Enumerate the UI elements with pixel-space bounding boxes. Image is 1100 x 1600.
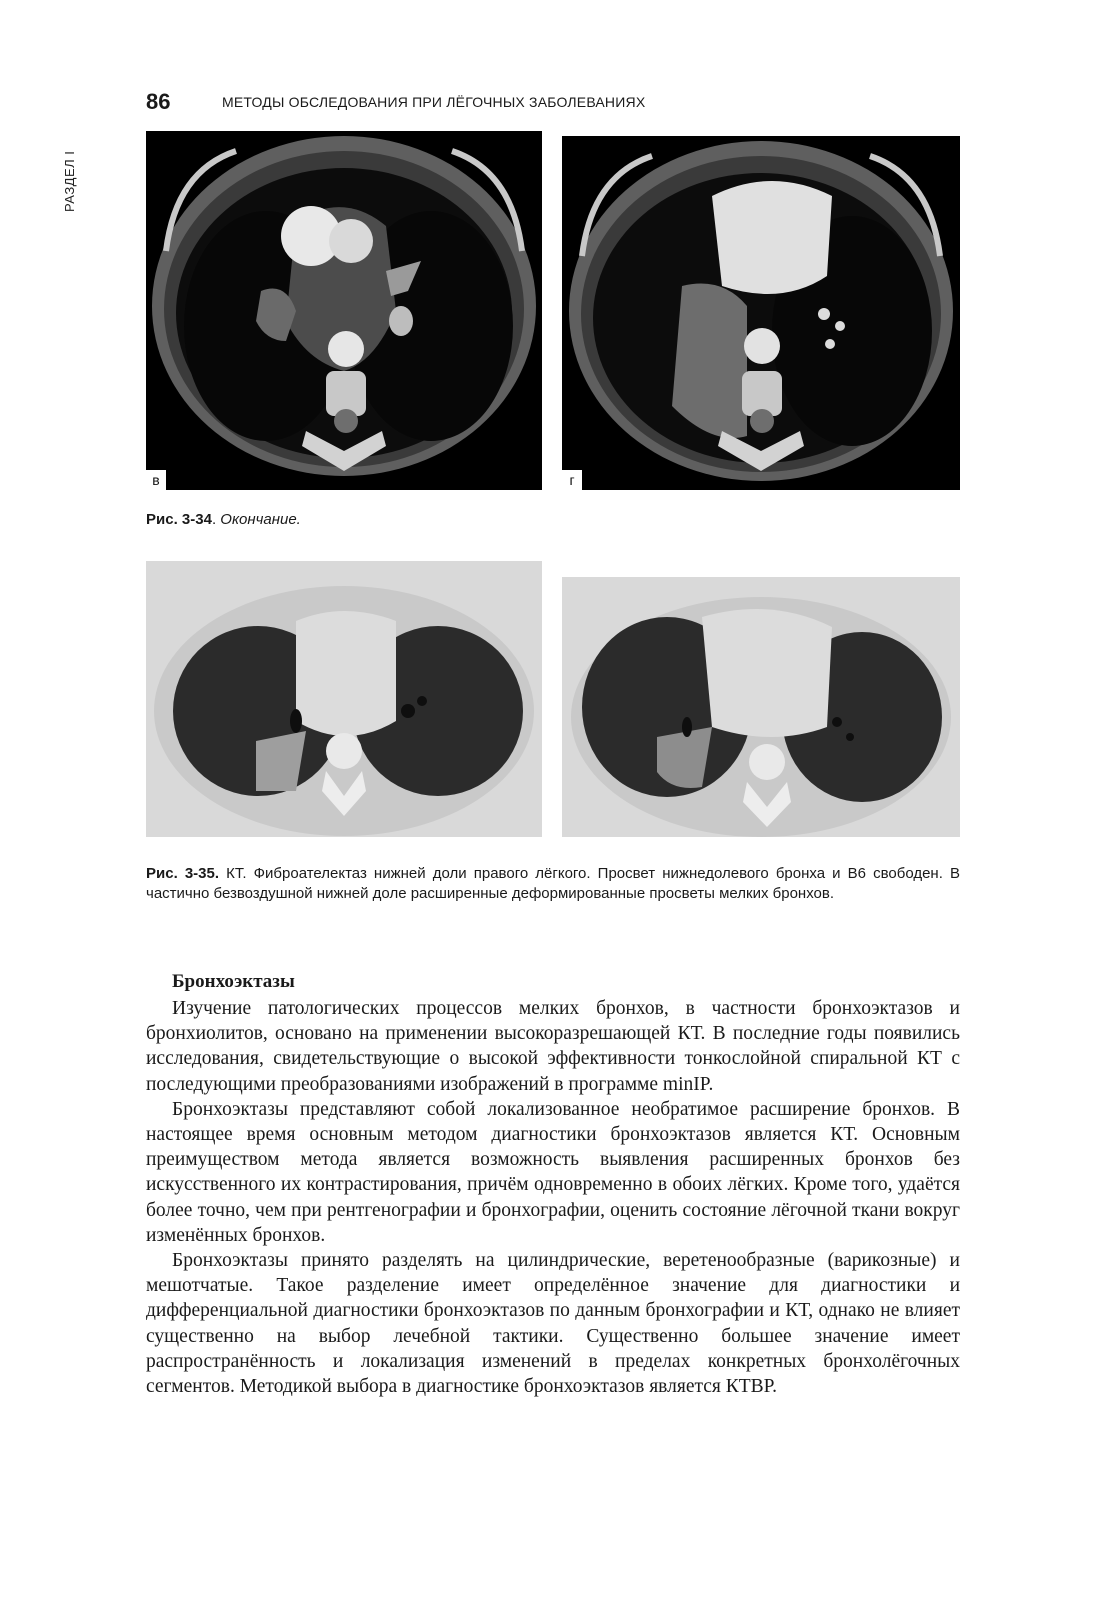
caption-label: Рис. 3-35.: [146, 865, 220, 882]
paragraph: Бронхоэктазы принято разделять на цилиндрические, веретенообразные (варикозные) и мешотчатые. Такое разделение имеет определённое значение для диагностики и дифференциальной диагностики бронхоэктазов по данным бронхографии и КТ, однако не влияет существенно на выбор лечебной тактики. Существенно большее значение имеет распространённость и локализация изменений в пределах конкретных бронхолёгочных сегментов. Методикой выбора в диагностике бронхоэктазов является КТВР.: [146, 1250, 960, 1398]
running-title: МЕТОДЫ ОБСЛЕДОВАНИЯ ПРИ ЛЁГОЧНЫХ ЗАБОЛЕВАНИЯХ: [222, 94, 646, 110]
paragraph: Изучение патологических процессов мелких бронхов, в частности бронхоэктазов и бронхиолитов, основано на применении высокоразрешающей КТ. В последние годы появились исследования, свидетельствующие о высокой эффективности тонкослойной спиральной КТ с последующими преобразованиями изображений в программе minIP.: [146, 998, 960, 1095]
body-text: [146, 996, 960, 1399]
caption-label: Рис. 3-34: [146, 511, 212, 528]
figure-3-35-caption: [146, 864, 960, 904]
section-side-label: РАЗДЕЛ I: [62, 150, 77, 212]
ct-image-lung-window-2: [562, 577, 960, 837]
panel-letter-v: в: [146, 470, 166, 490]
caption-text: КТ. Фиброателектаз нижней доли правого лёгкого. Просвет нижнедолевого бронха и В6 свободен. В частично безвоздушной нижней доле расширенные деформированные просветы мелких бронхов.: [146, 865, 960, 902]
paragraph: Бронхоэктазы представляют собой локализованное необратимое расширение бронхов. В настоящее время основным методом диагностики бронхоэктазов является КТ. Основным преимуществом метода является возможность выявления расширенных бронхов без искусственного их контрастирования, причём одновременно в обоих лёгких. Кроме того, удаётся более точно, чем при рентгенографии и бронхографии, оценить состояние лёгочной ткани вокруг изменённых бронхов.: [146, 1098, 960, 1246]
caption-text: Окончание.: [220, 511, 301, 528]
figure-3-34-caption: Рис. 3-34. Окончание.: [146, 511, 301, 528]
ct-image-mediastinal-v: [146, 131, 542, 490]
page-number: 86: [146, 89, 171, 114]
panel-letter-g: г: [562, 470, 582, 490]
section-heading: Бронхоэктазы: [172, 971, 295, 992]
ct-image-lung-window-1: [146, 561, 542, 837]
page-header: [146, 90, 966, 114]
ct-image-mediastinal-g: [562, 136, 960, 490]
